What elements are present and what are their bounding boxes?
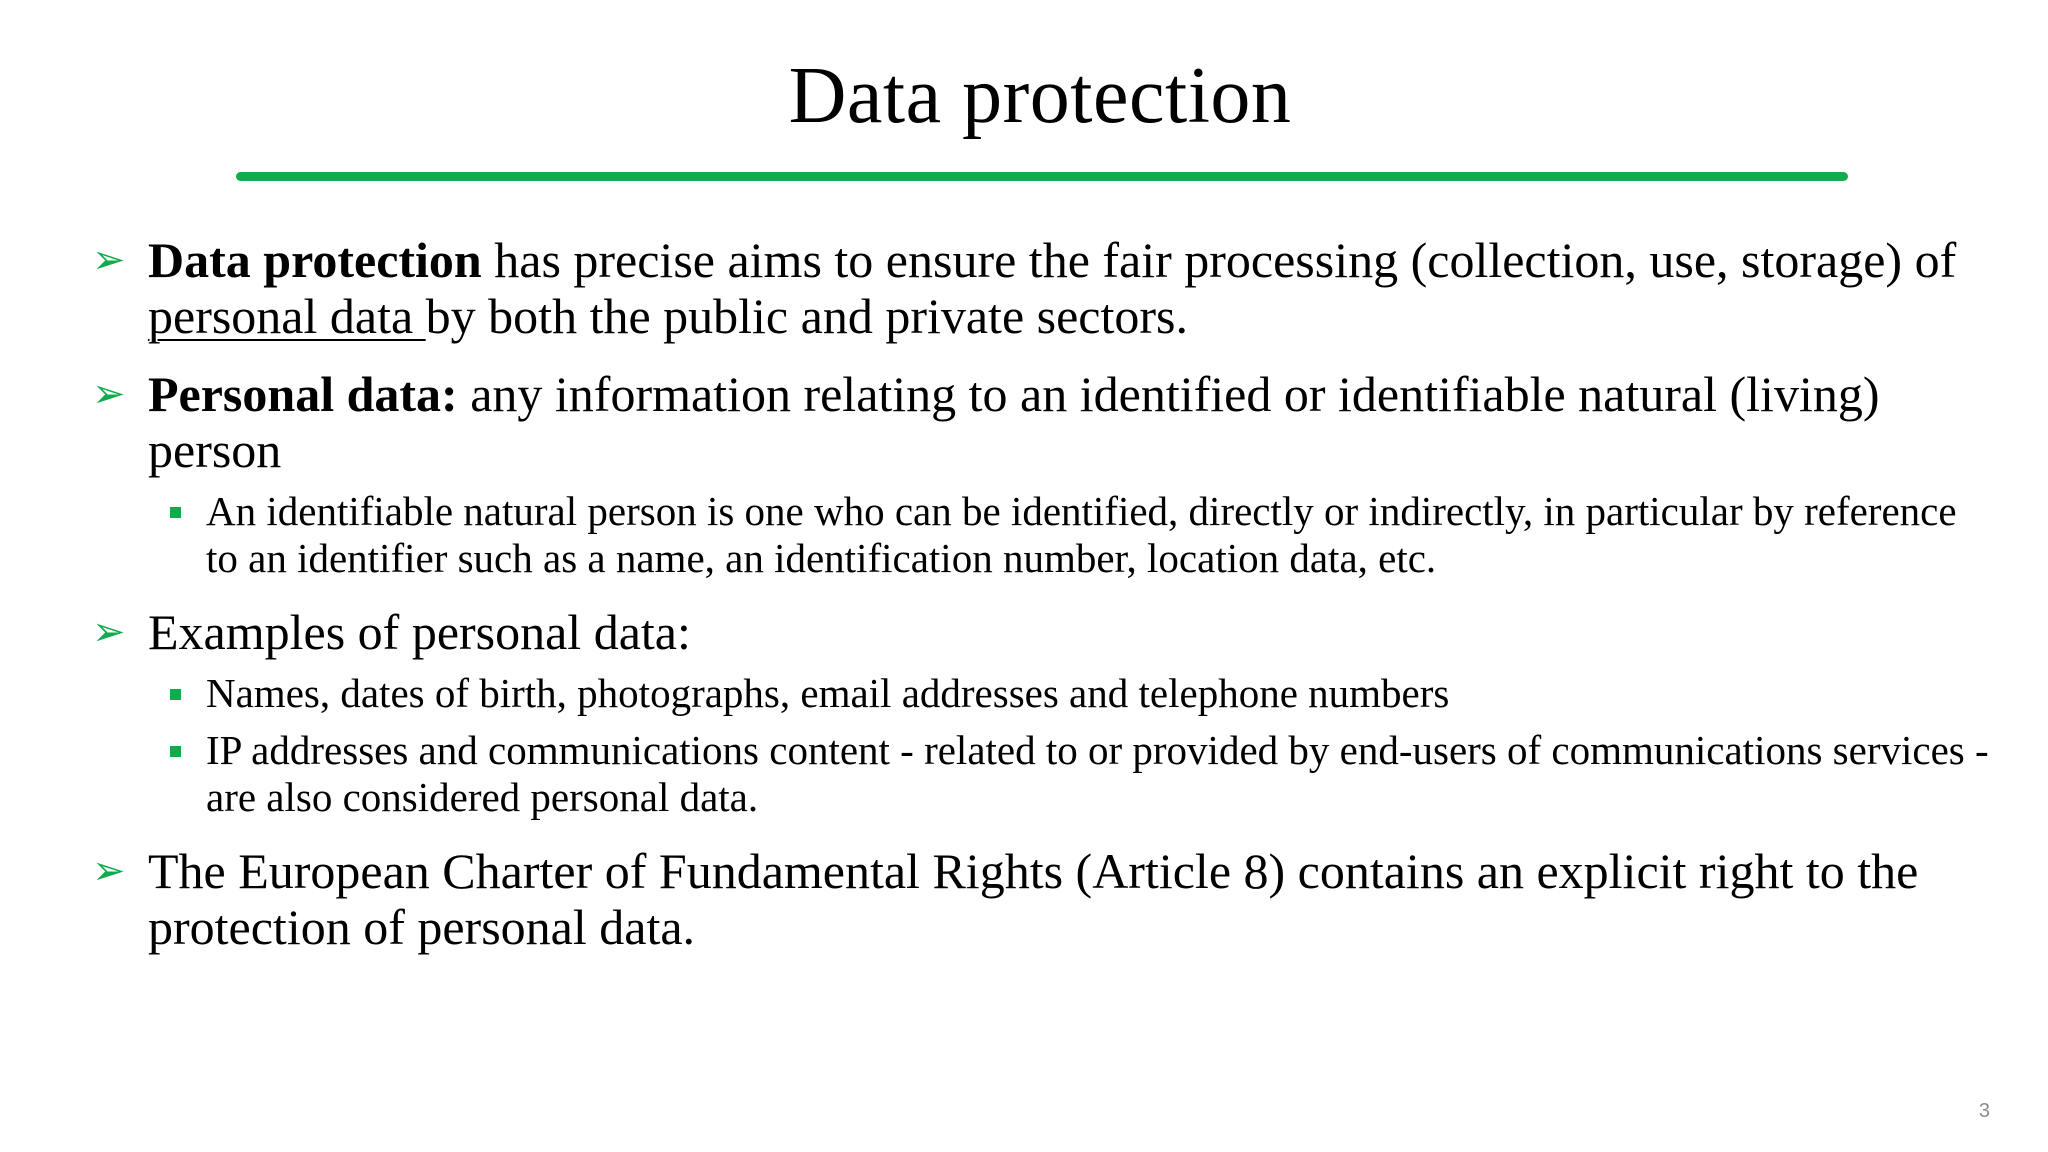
page-number: 3: [1978, 1100, 1990, 1122]
square-bullet-icon: [170, 689, 181, 700]
arrowhead-bullet-icon: ➢: [92, 848, 126, 894]
sub-bullet-text: IP addresses and communications content - related to or provided by end-users of communications services - are also considered personal data.: [206, 727, 1989, 820]
sub-bullet-ip-addresses: [90, 727, 1990, 821]
slide-title: Data protection: [788, 52, 1292, 140]
bullet-text: Examples of personal data:: [148, 604, 691, 660]
sub-bullet-names: [90, 670, 1990, 717]
bullet-text: The European Charter of Fundamental Rights (Article 8) contains an explicit right to the protection of personal data.: [148, 843, 1919, 955]
bullet-personal-data: [90, 366, 1990, 478]
title-underline-rule: [236, 172, 1848, 181]
slide-content: [90, 232, 1990, 977]
sub-bullet-text: Names, dates of birth, photographs, email addresses and telephone numbers: [206, 670, 1450, 716]
arrowhead-bullet-icon: ➢: [92, 609, 126, 655]
bullet-text: has precise aims to ensure the fair processing (collection, use, storage) of: [481, 232, 1957, 288]
sub-bullet-text: An identifiable natural person is one who can be identified, directly or indirectly, in particular by reference to an identifier such as a name, an identification number, location data, etc.: [206, 488, 1957, 581]
bullet-data-protection: [90, 232, 1990, 344]
bullet-european-charter: [90, 843, 1990, 955]
bullet-examples: [90, 604, 1990, 660]
sub-bullet-identifiable-person: [90, 488, 1990, 582]
bullet-text: any information relating to an identified or identifiable natural (living) person: [148, 366, 1880, 478]
square-bullet-icon: [170, 746, 181, 757]
arrowhead-bullet-icon: ➢: [92, 371, 126, 417]
square-bullet-icon: [170, 507, 181, 518]
arrowhead-bullet-icon: ➢: [92, 237, 126, 283]
underlined-term: personal data: [148, 288, 426, 344]
bullet-bold-term: Personal data:: [148, 366, 458, 422]
bullet-text: by both the public and private sectors.: [425, 288, 1188, 344]
bullet-bold-term: Data protection: [148, 232, 482, 288]
